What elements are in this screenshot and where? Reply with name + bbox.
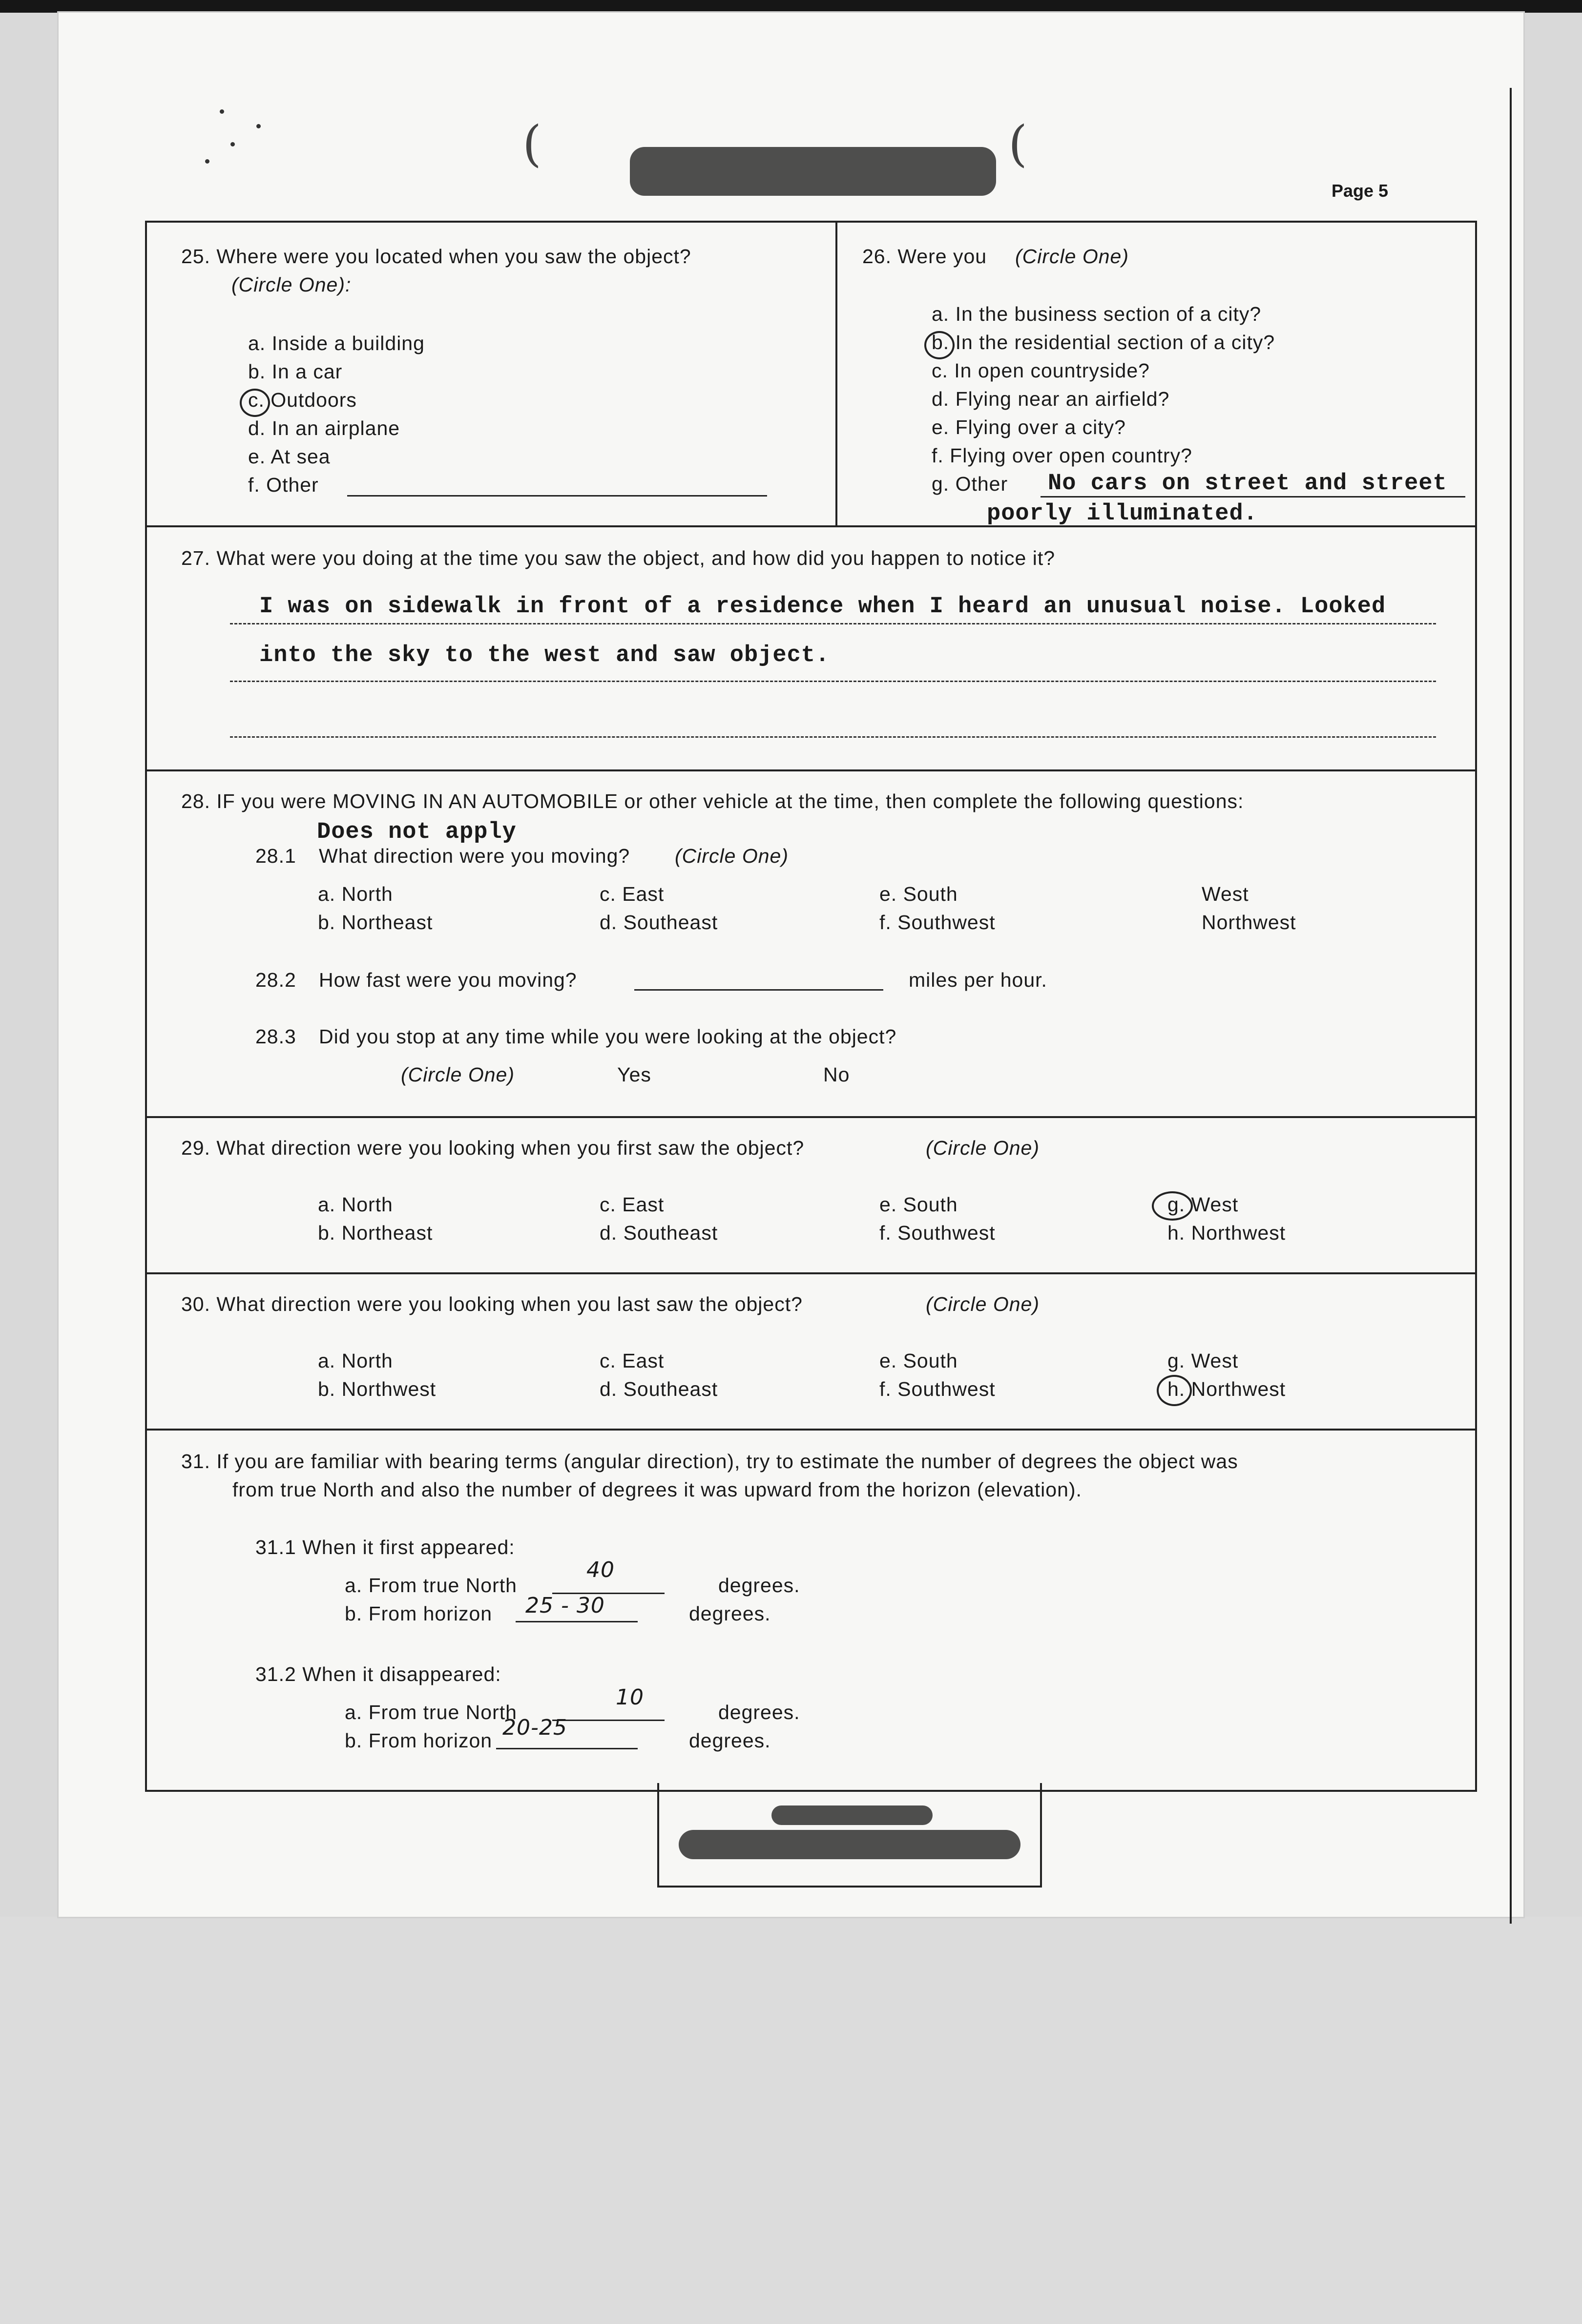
row-divider xyxy=(147,1116,1475,1118)
q31-1-north-value: 40 xyxy=(586,1557,615,1582)
q26-option-e: e. Flying over a city? xyxy=(932,416,1126,438)
q26-option-b: b. In the residential section of a city? xyxy=(932,331,1275,353)
q29-dir-d: d. Southeast xyxy=(600,1222,718,1244)
q28-1-question: What direction were you moving? xyxy=(319,845,630,867)
row-divider xyxy=(147,1272,1475,1274)
page-edge-line xyxy=(1510,88,1512,1924)
redacted-marking xyxy=(771,1805,933,1825)
q28-1-label: 28.1 xyxy=(255,845,296,867)
q27-question: 27. What were you doing at the time you saw the object, and how did you happen to notice it? xyxy=(181,547,1056,569)
q30-dir-a: a. North xyxy=(318,1349,393,1372)
speck xyxy=(230,142,235,146)
q29-question: 29. What direction were you looking when you first saw the object? xyxy=(181,1137,805,1159)
speck xyxy=(256,124,261,128)
q28-question: 28. IF you were MOVING IN AN AUTOMOBILE or other vehicle at the time, then complete the following questions: xyxy=(181,790,1244,812)
speck xyxy=(220,109,224,114)
classification-bracket-left: ( xyxy=(522,115,542,172)
scan-top-border xyxy=(0,0,1582,13)
q29-dir-c: c. East xyxy=(600,1193,665,1216)
answer-circle xyxy=(924,331,955,359)
classification-bracket-right: ( xyxy=(1008,115,1028,172)
q30-dir-d: d. Southeast xyxy=(600,1378,718,1400)
q30-question: 30. What direction were you looking when you last saw the object? xyxy=(181,1293,803,1315)
q26-other-answer-2: poorly illuminated. xyxy=(987,501,1258,527)
page-number: Page 5 xyxy=(1332,181,1389,201)
q26-other-answer-1: No cars on street and street xyxy=(1048,471,1447,497)
q26-option-d: d. Flying near an airfield? xyxy=(932,388,1170,410)
q28-2-suffix: miles per hour. xyxy=(909,969,1047,991)
redacted-marking xyxy=(679,1830,1020,1859)
q31-1-north-label: a. From true North xyxy=(345,1574,517,1597)
q27-answer-line xyxy=(230,681,1436,682)
q25-other-line xyxy=(347,495,767,497)
q25-question: 25. Where were you located when you saw the object? xyxy=(181,245,691,268)
q28-2-label: 28.2 xyxy=(255,969,296,991)
q31-1-horizon-value: 25 - 30 xyxy=(525,1593,605,1618)
q31-intro-2: from true North and also the number of degrees it was upward from the horizon (elevation). xyxy=(232,1478,1082,1501)
q27-answer-line xyxy=(230,736,1436,738)
column-divider xyxy=(835,223,837,525)
q28-3-question: Did you stop at any time while you were looking at the object? xyxy=(319,1025,897,1048)
questionnaire-form xyxy=(145,221,1477,1792)
q25-option-b: b. In a car xyxy=(248,360,343,383)
q30-dir-e: e. South xyxy=(879,1349,958,1372)
q28-3-no: No xyxy=(823,1063,850,1086)
q28-dir-e: e. South xyxy=(879,883,958,905)
row-divider xyxy=(147,1429,1475,1431)
q31-1-label: 31.1 When it first appeared: xyxy=(255,1536,515,1558)
q30-instruction: (Circle One) xyxy=(926,1293,1040,1315)
q30-dir-g: g. West xyxy=(1167,1349,1239,1372)
row-divider xyxy=(147,525,1475,527)
q25-instruction: (Circle One): xyxy=(231,273,352,296)
q29-instruction: (Circle One) xyxy=(926,1137,1040,1159)
q31-2-horizon-line xyxy=(496,1748,638,1749)
q29-dir-g: g. West xyxy=(1167,1193,1239,1216)
q26-option-a: a. In the business section of a city? xyxy=(932,303,1262,325)
q29-dir-b: b. Northeast xyxy=(318,1222,433,1244)
q30-dir-f: f. Southwest xyxy=(879,1378,996,1400)
q31-2-north-line xyxy=(552,1720,665,1721)
answer-circle xyxy=(1157,1375,1192,1406)
q31-2-horizon-value: 20-25 xyxy=(502,1715,567,1740)
q28-2-speed-line xyxy=(634,989,883,991)
q25-option-e: e. At sea xyxy=(248,445,331,468)
q30-dir-h: h. Northwest xyxy=(1167,1378,1286,1400)
speck xyxy=(205,159,209,164)
redacted-classification-marking xyxy=(630,147,996,196)
q29-dir-f: f. Southwest xyxy=(879,1222,996,1244)
q30-dir-b: b. Northwest xyxy=(318,1378,437,1400)
q28-dir-g: West xyxy=(1202,883,1249,905)
q29-dir-a: a. North xyxy=(318,1193,393,1216)
q25-option-d: d. In an airplane xyxy=(248,417,400,439)
q31-2-horizon-label: b. From horizon xyxy=(345,1729,493,1752)
q27-answer-1: I was on sidewalk in front of a residence when I heard an unusual noise. Looked xyxy=(259,594,1386,620)
scan-background xyxy=(0,1917,1582,2324)
q31-1-horizon-label: b. From horizon xyxy=(345,1602,493,1625)
q28-1-instruction: (Circle One) xyxy=(675,845,789,867)
q28-dir-h: Northwest xyxy=(1202,911,1296,934)
degrees-label: degrees. xyxy=(718,1701,800,1723)
q26-question: 26. Were you xyxy=(862,245,987,268)
q31-2-north-label: a. From true North xyxy=(345,1701,517,1723)
q28-note: Does not apply xyxy=(317,819,517,845)
q27-answer-2: into the sky to the west and saw object. xyxy=(259,643,830,668)
q26-other-line xyxy=(1041,496,1465,498)
q31-intro-1: 31. If you are familiar with bearing terms (angular direction), try to estimate the number of degrees the object was xyxy=(181,1450,1238,1473)
q26-option-c: c. In open countryside? xyxy=(932,359,1150,382)
q28-3-instruction: (Circle One) xyxy=(401,1063,515,1086)
q27-answer-line xyxy=(230,623,1436,624)
degrees-label: degrees. xyxy=(718,1574,800,1597)
answer-circle xyxy=(240,389,270,417)
q28-dir-b: b. Northeast xyxy=(318,911,433,934)
q28-dir-a: a. North xyxy=(318,883,393,905)
q31-2-north-value: 10 xyxy=(616,1685,644,1710)
q30-dir-c: c. East xyxy=(600,1349,665,1372)
q25-option-c: c. Outdoors xyxy=(248,389,357,411)
q28-dir-f: f. Southwest xyxy=(879,911,996,934)
q29-dir-h: h. Northwest xyxy=(1167,1222,1286,1244)
q31-1-horizon-line xyxy=(516,1621,638,1622)
q29-dir-e: e. South xyxy=(879,1193,958,1216)
q26-option-g: g. Other xyxy=(932,473,1008,495)
q28-3-yes: Yes xyxy=(617,1063,651,1086)
q28-3-label: 28.3 xyxy=(255,1025,296,1048)
row-divider xyxy=(147,769,1475,771)
q25-option-a: a. Inside a building xyxy=(248,332,425,354)
answer-circle xyxy=(1152,1191,1193,1221)
q28-dir-d: d. Southeast xyxy=(600,911,718,934)
degrees-label: degrees. xyxy=(689,1602,771,1625)
q26-instruction: (Circle One) xyxy=(1015,245,1129,268)
q28-2-question: How fast were you moving? xyxy=(319,969,577,991)
q28-dir-c: c. East xyxy=(600,883,665,905)
degrees-label: degrees. xyxy=(689,1729,771,1752)
q25-option-f: f. Other xyxy=(248,474,319,496)
q31-2-label: 31.2 When it disappeared: xyxy=(255,1663,501,1685)
bottom-stamp-box xyxy=(657,1783,1042,1888)
q26-option-f: f. Flying over open country? xyxy=(932,444,1192,467)
